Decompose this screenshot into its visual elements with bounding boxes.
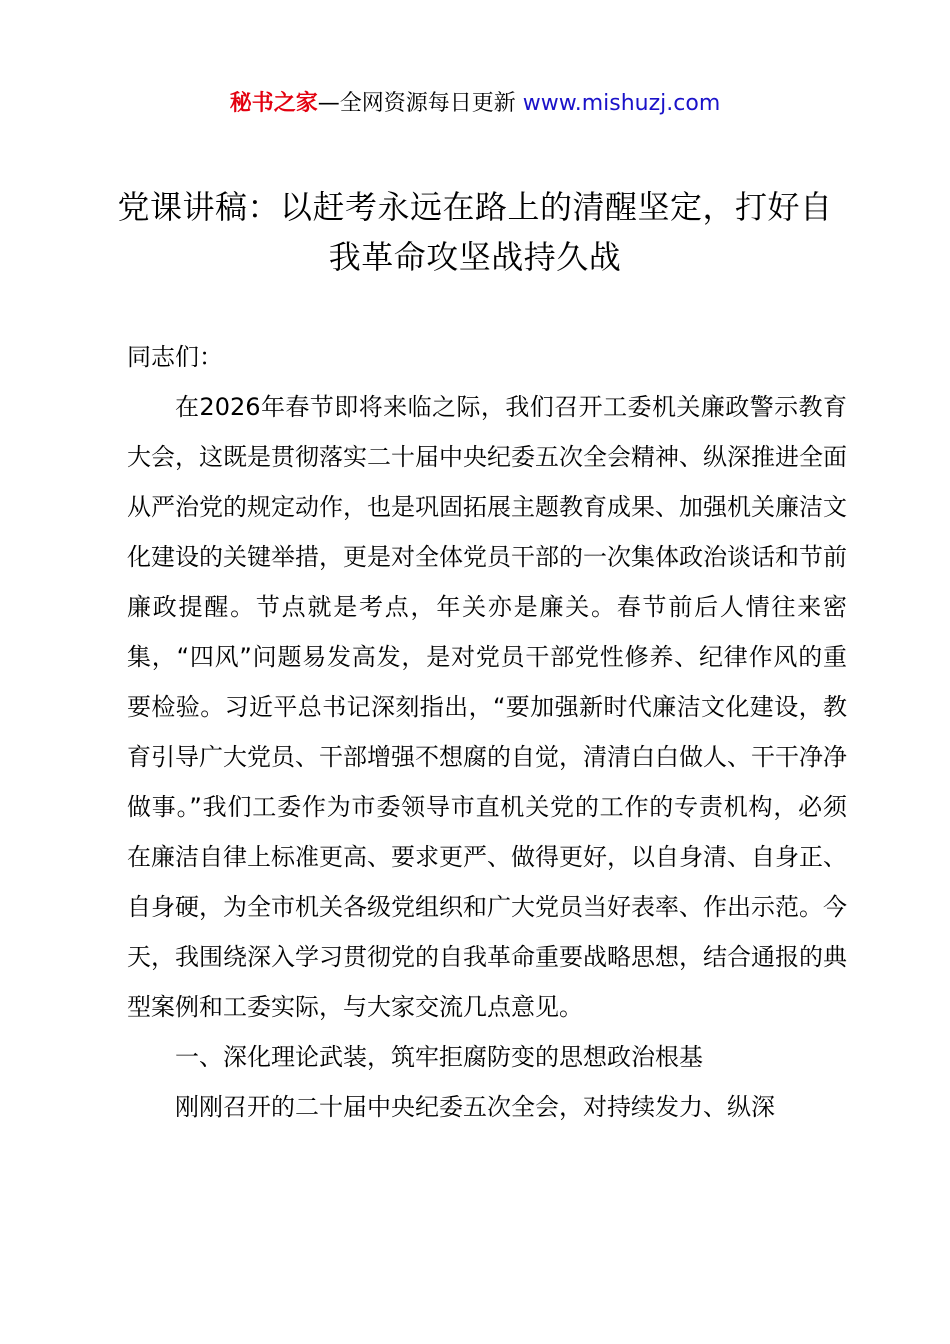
salutation: 同志们： (127, 343, 223, 371)
site-tagline: —全网资源每日更新 (317, 91, 523, 116)
paragraph-section-1: 刚刚召开的二十届中央纪委五次全会，对持续发力、纵深 (175, 1093, 775, 1121)
document-title: 党课讲稿：以赶考永远在路上的清醒坚定，打好自我革命攻坚战持久战 (117, 188, 833, 276)
site-brand: 秘书之家 (229, 91, 318, 116)
site-header (0, 88, 950, 120)
site-url-link[interactable]: www.mishuzj.com (522, 91, 721, 116)
document-body (127, 332, 847, 1132)
section-heading-1: 一、深化理论武装，筑牢拒腐防变的思想政治根基 (175, 1043, 703, 1071)
paragraph-intro: 在2026年春节即将来临之际，我们召开工委机关廉政警示教育大会，这既是贯彻落实二十届中央纪委五次全会精神、纵深推进全面从严治党的规定动作，也是巩固拓展主题教育成果、加强机关廉洁文化建设的关键举措，更是对全体党员干部的一次集体政治谈话和节前廉政提醒。节点就是考点，年关亦是廉关。春节前后人情往来密集，“四风”问题易发高发，是对党员干部党性修养、纪律作风的重要检验。习近平总书记深刻指出，“要加强新时代廉洁文化建设，教育引导广大党员、干部增强不想腐的自觉，清清白白做人、干干净净做事。”我们工委作为市委领导市直机关党的工作的专责机构，必须在廉洁自律上标准更高、要求更严、做得更好，以自身清、自身正、自身硬，为全市机关各级党组织和广大党员当好表率、作出示范。今天，我围绕深入学习贯彻党的自我革命重要战略思想，结合通报的典型案例和工委实际，与大家交流几点意见。 (127, 393, 847, 1021)
